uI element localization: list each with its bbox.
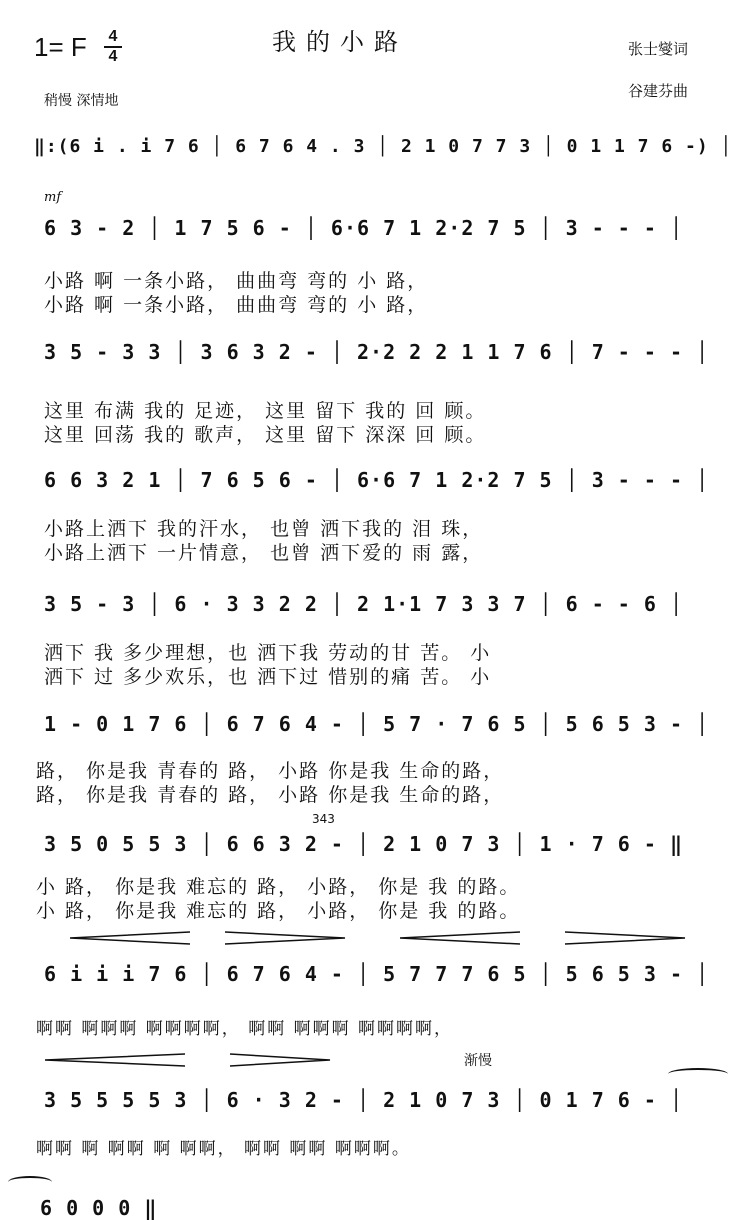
notation-line-2: 6 3 - 2 │ 1 7 5 6 - │ 6·6 7 1 2·2 7 5 │ 3 - - - │ (44, 216, 684, 240)
lyric-line-4a: 小路上洒下 我的汗水， 也曾 洒下我的 泪 珠， (44, 518, 484, 540)
composer-credit: 谷建芬曲 (628, 82, 689, 100)
lyric-line-5b: 洒下 过 多少欢乐，也 洒下过 惜别的痛 苦。 小 (44, 666, 492, 688)
lyric-line-8: 啊啊 啊啊啊 啊啊啊啊， 啊啊 啊啊啊 啊啊啊啊， (36, 1019, 454, 1039)
lyric-line-2a: 小路 啊 一条小路， 曲曲弯 弯的 小 路， (44, 270, 429, 292)
notation-line-8: 6 i i i 7 6 │ 6 7 6 4 - │ 5 7 7 7 6 5 │ 5 6 5 3 - │ (44, 962, 710, 986)
tie-mark (8, 1176, 52, 1188)
meter-bottom: 4 (108, 48, 118, 65)
notation-line-5: 3 5 - 3 │ 6 · 3 3 2 2 │ 2 1·1 7 3 3 7 │ 6 - - 6 │ (44, 592, 684, 616)
lyricist-credit: 张士燮词 (628, 40, 689, 58)
notation-line-9: 3 5 5 5 5 3 │ 6 · 3 2 - │ 2 1 0 7 3 │ 0 1 7 6 - │ (44, 1088, 684, 1112)
lyric-line-6a: 路， 你是我 青春的 路， 小路 你是我 生命的路， (36, 760, 505, 782)
ritardando-marking: 渐慢 (464, 1053, 492, 1069)
lyric-line-3b: 这里 回荡 我的 歌声， 这里 留下 深深 回 顾。 (44, 424, 487, 446)
lyric-line-5a: 洒下 我 多少理想，也 洒下我 劳动的甘 苦。 小 (44, 642, 492, 664)
notation-line-6: 1 - 0 1 7 6 │ 6 7 6 4 - │ 5 7 · 7 6 5 │ 5 6 5 3 - │ (44, 712, 710, 736)
notation-line-4: 6 6 3 2 1 │ 7 6 5 6 - │ 6·6 7 1 2·2 7 5 │ 3 - - - │ (44, 468, 710, 492)
tempo-marking: 稍慢 深情地 (44, 93, 119, 109)
song-title: 我的小路 (272, 28, 408, 56)
notation-line-7: 3 5 0 5 5 3 │ 6 6 3 2 - │ 2 1 0 7 3 │ 1 · 7 6 - ‖ (44, 832, 684, 856)
meter-top: 4 (108, 28, 118, 45)
notation-line-1: ‖:(6 i . i 7 6 │ 6 7 6 4 . 3 │ 2 1 0 7 7 3 │ 0 1 1 7 6 -) │ (34, 136, 733, 157)
key-signature: 1= F (34, 32, 87, 62)
lyric-line-6b: 路， 你是我 青春的 路， 小路 你是我 生命的路， (36, 784, 505, 806)
lyric-line-3a: 这里 布满 我的 足迹， 这里 留下 我的 回 顾。 (44, 400, 487, 422)
time-signature (104, 28, 122, 66)
dynamic-marking: mf (44, 190, 62, 205)
crescendo-hairpins-line-8 (60, 928, 700, 948)
crescendo-hairpins-line-9 (40, 1050, 340, 1070)
lyric-line-4b: 小路上洒下 一片情意， 也曾 洒下爱的 雨 露， (44, 542, 484, 564)
lyric-line-7b: 小 路， 你是我 难忘的 路， 小路， 你是 我 的路。 (36, 900, 521, 922)
notation-line-10: 6 0 0 0 ‖ (40, 1196, 158, 1220)
lyric-line-9: 啊啊 啊 啊啊 啊 啊啊， 啊啊 啊啊 啊啊啊。 (36, 1139, 411, 1159)
notation-line-3: 3 5 - 3 3 │ 3 6 3 2 - │ 2·2 2 2 1 1 7 6 │ 7 - - - │ (44, 340, 710, 364)
ornament-marking: 343 (312, 812, 335, 826)
lyric-line-7a: 小 路， 你是我 难忘的 路， 小路， 你是 我 的路。 (36, 876, 521, 898)
slur-mark (668, 1068, 728, 1080)
lyric-line-2b: 小路 啊 一条小路， 曲曲弯 弯的 小 路， (44, 294, 429, 316)
